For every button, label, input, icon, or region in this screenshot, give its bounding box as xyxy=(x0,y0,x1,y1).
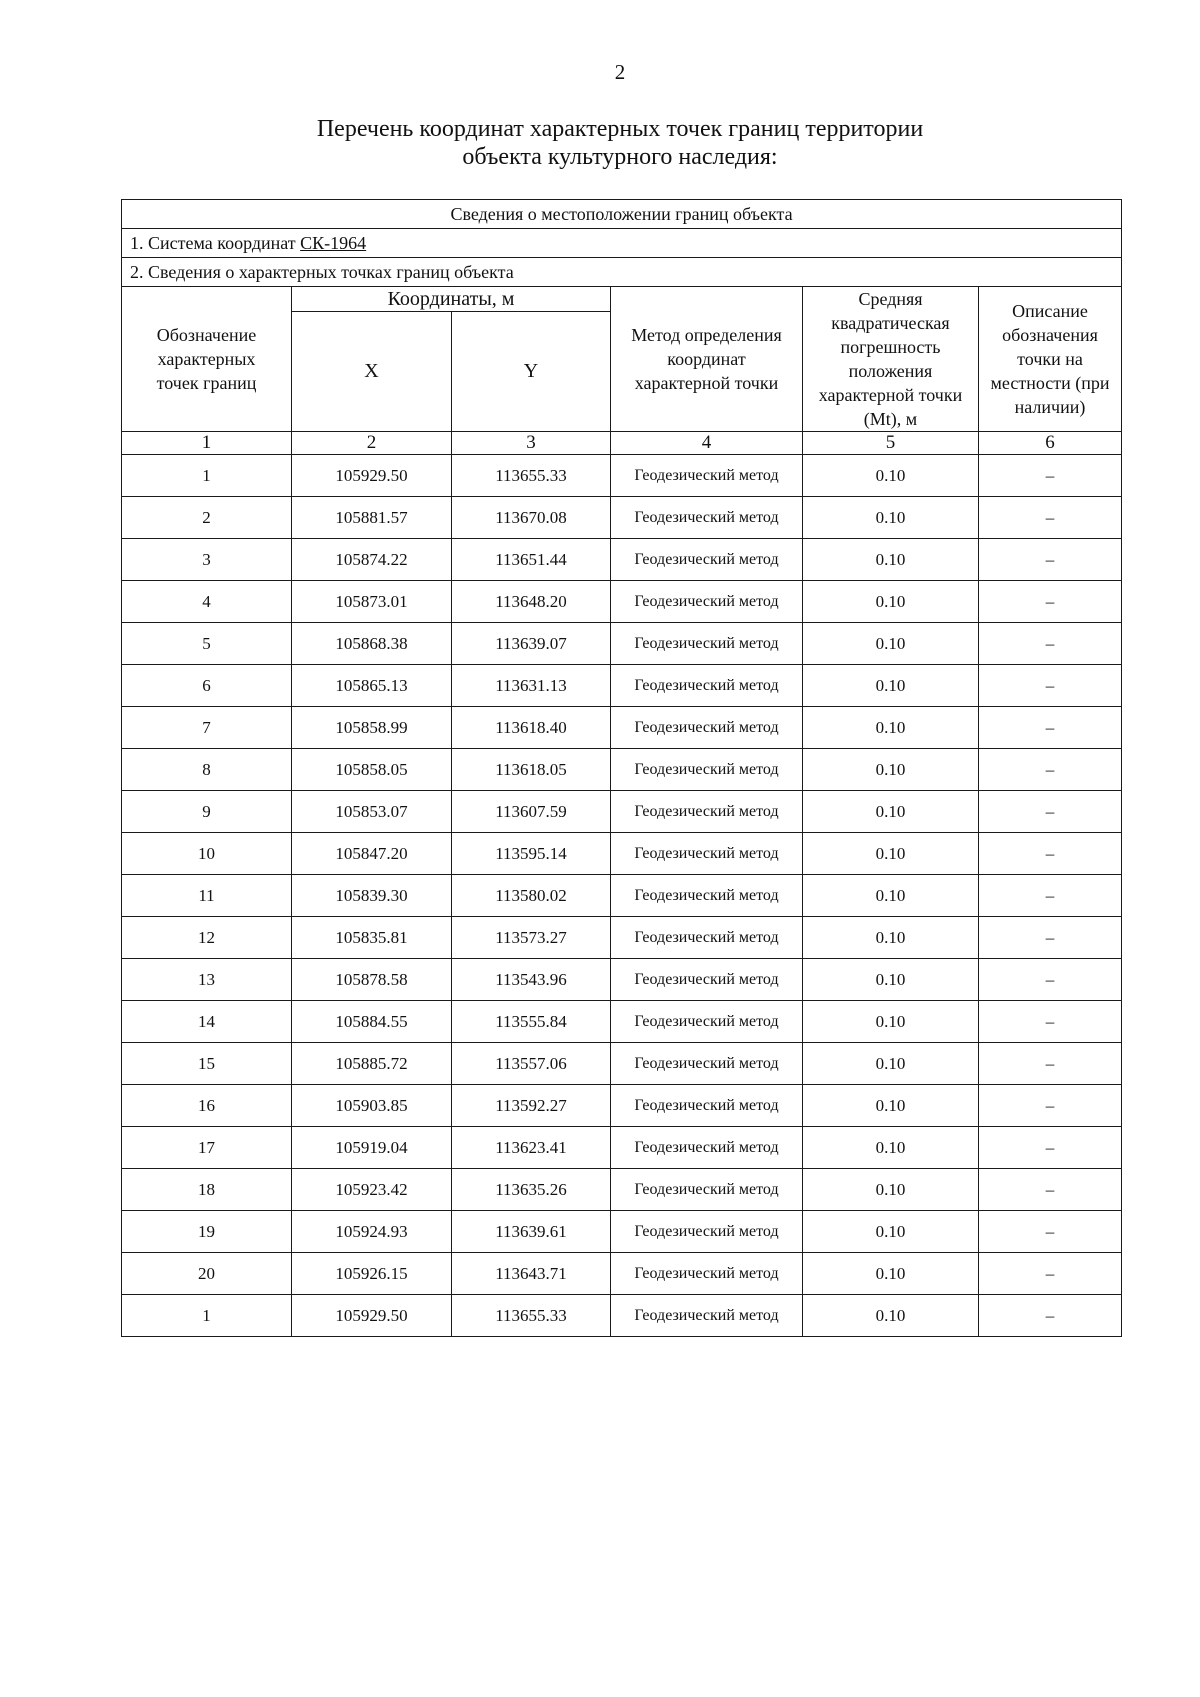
y-coordinate-cell: 113655.33 xyxy=(452,455,611,497)
x-coordinate-cell: 105885.72 xyxy=(292,1043,452,1085)
x-coordinate-cell: 105929.50 xyxy=(292,1295,452,1337)
table-row xyxy=(122,455,1122,497)
column-number: 1 xyxy=(122,432,292,455)
x-coordinate-cell: 105929.50 xyxy=(292,455,452,497)
method-cell: Геодезический метод xyxy=(611,455,803,497)
y-coordinate-cell: 113651.44 xyxy=(452,539,611,581)
coordinate-system-name: СК-1964 xyxy=(300,232,367,253)
method-cell: Геодезический метод xyxy=(611,1253,803,1295)
description-cell: – xyxy=(979,539,1122,581)
description-cell: – xyxy=(979,707,1122,749)
y-coordinate-cell: 113635.26 xyxy=(452,1169,611,1211)
error-cell: 0.10 xyxy=(803,497,979,539)
y-coordinate-cell: 113557.06 xyxy=(452,1043,611,1085)
header-row-top xyxy=(122,287,1122,312)
x-coordinate-cell: 105868.38 xyxy=(292,623,452,665)
x-coordinate-cell: 105903.85 xyxy=(292,1085,452,1127)
description-cell: – xyxy=(979,1253,1122,1295)
error-cell: 0.10 xyxy=(803,791,979,833)
method-cell: Геодезический метод xyxy=(611,1085,803,1127)
error-cell: 0.10 xyxy=(803,1169,979,1211)
point-number-cell: 2 xyxy=(122,497,292,539)
title-line-2: объекта культурного наследия: xyxy=(462,144,778,170)
method-cell: Геодезический метод xyxy=(611,833,803,875)
table-row xyxy=(122,1169,1122,1211)
y-coordinate-cell: 113623.41 xyxy=(452,1127,611,1169)
point-number-cell: 4 xyxy=(122,581,292,623)
x-coordinate-cell: 105839.30 xyxy=(292,875,452,917)
description-cell: – xyxy=(979,1001,1122,1043)
method-cell: Геодезический метод xyxy=(611,1211,803,1253)
table-body xyxy=(122,455,1122,1337)
description-cell: – xyxy=(979,749,1122,791)
table-row xyxy=(122,581,1122,623)
table-row xyxy=(122,1127,1122,1169)
description-cell: – xyxy=(979,959,1122,1001)
column-number: 2 xyxy=(292,432,452,455)
method-cell: Геодезический метод xyxy=(611,1169,803,1211)
description-cell: – xyxy=(979,581,1122,623)
points-caption: 2. Сведения о характерных точках границ объекта xyxy=(122,258,1122,287)
method-cell: Геодезический метод xyxy=(611,539,803,581)
method-cell: Геодезический метод xyxy=(611,917,803,959)
table-row xyxy=(122,1001,1122,1043)
x-coordinate-cell: 105924.93 xyxy=(292,1211,452,1253)
description-cell: – xyxy=(979,875,1122,917)
coordinate-system-cell xyxy=(122,229,1122,258)
description-cell: – xyxy=(979,1211,1122,1253)
table-row xyxy=(122,791,1122,833)
method-cell: Геодезический метод xyxy=(611,623,803,665)
table-row xyxy=(122,1211,1122,1253)
method-cell: Геодезический метод xyxy=(611,665,803,707)
y-coordinate-cell: 113607.59 xyxy=(452,791,611,833)
table-row xyxy=(122,1295,1122,1337)
error-cell: 0.10 xyxy=(803,455,979,497)
error-cell: 0.10 xyxy=(803,1001,979,1043)
point-number-cell: 6 xyxy=(122,665,292,707)
error-cell: 0.10 xyxy=(803,1043,979,1085)
point-number-cell: 1 xyxy=(122,1295,292,1337)
x-coordinate-cell: 105853.07 xyxy=(292,791,452,833)
table-banner: Сведения о местоположении границ объекта xyxy=(122,200,1122,229)
x-coordinate-cell: 105878.58 xyxy=(292,959,452,1001)
y-coordinate-cell: 113631.13 xyxy=(452,665,611,707)
y-coordinate-cell: 113643.71 xyxy=(452,1253,611,1295)
x-coordinate-cell: 105874.22 xyxy=(292,539,452,581)
description-cell: – xyxy=(979,1295,1122,1337)
point-number-cell: 13 xyxy=(122,959,292,1001)
x-coordinate-cell: 105858.05 xyxy=(292,749,452,791)
table-row xyxy=(122,875,1122,917)
point-number-cell: 10 xyxy=(122,833,292,875)
method-cell: Геодезический метод xyxy=(611,1043,803,1085)
y-coordinate-cell: 113618.05 xyxy=(452,749,611,791)
table-row xyxy=(122,917,1122,959)
description-cell: – xyxy=(979,455,1122,497)
x-coordinate-cell: 105835.81 xyxy=(292,917,452,959)
point-number-cell: 17 xyxy=(122,1127,292,1169)
error-cell: 0.10 xyxy=(803,1295,979,1337)
method-cell: Геодезический метод xyxy=(611,1295,803,1337)
table-banner-row xyxy=(122,200,1122,229)
table-row xyxy=(122,1085,1122,1127)
page-number: 2 xyxy=(614,60,626,84)
table-row xyxy=(122,539,1122,581)
point-number-cell: 18 xyxy=(122,1169,292,1211)
method-cell: Геодезический метод xyxy=(611,581,803,623)
point-number-cell: 5 xyxy=(122,623,292,665)
point-number-cell: 16 xyxy=(122,1085,292,1127)
x-coordinate-cell: 105858.99 xyxy=(292,707,452,749)
boundary-coordinates-table xyxy=(121,199,1122,1337)
x-coordinate-cell: 105926.15 xyxy=(292,1253,452,1295)
point-number-cell: 1 xyxy=(122,455,292,497)
x-coordinate-cell: 105865.13 xyxy=(292,665,452,707)
y-coordinate-cell: 113595.14 xyxy=(452,833,611,875)
header-y: Y xyxy=(452,312,611,432)
page-title xyxy=(0,115,1200,171)
point-number-cell: 12 xyxy=(122,917,292,959)
description-cell: – xyxy=(979,665,1122,707)
column-number: 4 xyxy=(611,432,803,455)
header-x: X xyxy=(292,312,452,432)
description-cell: – xyxy=(979,833,1122,875)
point-number-cell: 8 xyxy=(122,749,292,791)
method-cell: Геодезический метод xyxy=(611,1001,803,1043)
table-row xyxy=(122,749,1122,791)
header-description: Описание обозначения точки на местности (при наличии) xyxy=(979,287,1122,432)
x-coordinate-cell: 105847.20 xyxy=(292,833,452,875)
y-coordinate-cell: 113670.08 xyxy=(452,497,611,539)
header-error-text: Средняя квадратическая погрешность положения характерной точки (Mt), м xyxy=(818,289,963,429)
y-coordinate-cell: 113580.02 xyxy=(452,875,611,917)
column-numbers-row xyxy=(122,432,1122,455)
column-number: 5 xyxy=(803,432,979,455)
y-coordinate-cell: 113639.61 xyxy=(452,1211,611,1253)
point-number-cell: 20 xyxy=(122,1253,292,1295)
error-cell: 0.10 xyxy=(803,833,979,875)
error-cell: 0.10 xyxy=(803,707,979,749)
y-coordinate-cell: 113648.20 xyxy=(452,581,611,623)
table-row xyxy=(122,497,1122,539)
point-number-cell: 14 xyxy=(122,1001,292,1043)
y-coordinate-cell: 113543.96 xyxy=(452,959,611,1001)
description-cell: – xyxy=(979,1085,1122,1127)
y-coordinate-cell: 113573.27 xyxy=(452,917,611,959)
error-cell: 0.10 xyxy=(803,749,979,791)
method-cell: Геодезический метод xyxy=(611,959,803,1001)
title-line-1: Перечень координат характерных точек границ территории xyxy=(316,116,924,142)
column-number: 3 xyxy=(452,432,611,455)
table-row xyxy=(122,833,1122,875)
point-number-cell: 19 xyxy=(122,1211,292,1253)
header-coordinates: Координаты, м xyxy=(292,287,611,312)
error-cell: 0.10 xyxy=(803,539,979,581)
point-number-cell: 9 xyxy=(122,791,292,833)
description-cell: – xyxy=(979,917,1122,959)
column-number: 6 xyxy=(979,432,1122,455)
table-row xyxy=(122,959,1122,1001)
error-cell: 0.10 xyxy=(803,581,979,623)
method-cell: Геодезический метод xyxy=(611,497,803,539)
table-row xyxy=(122,707,1122,749)
method-cell: Геодезический метод xyxy=(611,1127,803,1169)
header-method: Метод определения координат характерной точки xyxy=(611,287,803,432)
table-row xyxy=(122,1253,1122,1295)
error-cell: 0.10 xyxy=(803,665,979,707)
description-cell: – xyxy=(979,497,1122,539)
error-cell: 0.10 xyxy=(803,917,979,959)
header-error xyxy=(803,287,979,432)
x-coordinate-cell: 105884.55 xyxy=(292,1001,452,1043)
table-row xyxy=(122,623,1122,665)
y-coordinate-cell: 113639.07 xyxy=(452,623,611,665)
y-coordinate-cell: 113618.40 xyxy=(452,707,611,749)
error-cell: 0.10 xyxy=(803,1253,979,1295)
point-number-cell: 3 xyxy=(122,539,292,581)
method-cell: Геодезический метод xyxy=(611,707,803,749)
error-cell: 0.10 xyxy=(803,623,979,665)
table-row xyxy=(122,1043,1122,1085)
y-coordinate-cell: 113655.33 xyxy=(452,1295,611,1337)
method-cell: Геодезический метод xyxy=(611,791,803,833)
x-coordinate-cell: 105873.01 xyxy=(292,581,452,623)
point-number-cell: 11 xyxy=(122,875,292,917)
error-cell: 0.10 xyxy=(803,1211,979,1253)
y-coordinate-cell: 113592.27 xyxy=(452,1085,611,1127)
description-cell: – xyxy=(979,623,1122,665)
x-coordinate-cell: 105919.04 xyxy=(292,1127,452,1169)
points-caption-row xyxy=(122,258,1122,287)
coordinate-system-prefix: 1. Система координат xyxy=(130,232,301,253)
description-cell: – xyxy=(979,791,1122,833)
error-cell: 0.10 xyxy=(803,959,979,1001)
description-cell: – xyxy=(979,1043,1122,1085)
method-cell: Геодезический метод xyxy=(611,875,803,917)
point-number-cell: 7 xyxy=(122,707,292,749)
point-number-cell: 15 xyxy=(122,1043,292,1085)
header-designation: Обозначение характерных точек границ xyxy=(122,287,292,432)
y-coordinate-cell: 113555.84 xyxy=(452,1001,611,1043)
error-cell: 0.10 xyxy=(803,875,979,917)
x-coordinate-cell: 105923.42 xyxy=(292,1169,452,1211)
description-cell: – xyxy=(979,1127,1122,1169)
description-cell: – xyxy=(979,1169,1122,1211)
method-cell: Геодезический метод xyxy=(611,749,803,791)
x-coordinate-cell: 105881.57 xyxy=(292,497,452,539)
error-cell: 0.10 xyxy=(803,1127,979,1169)
error-cell: 0.10 xyxy=(803,1085,979,1127)
coordinate-system-row xyxy=(122,229,1122,258)
table-row xyxy=(122,665,1122,707)
